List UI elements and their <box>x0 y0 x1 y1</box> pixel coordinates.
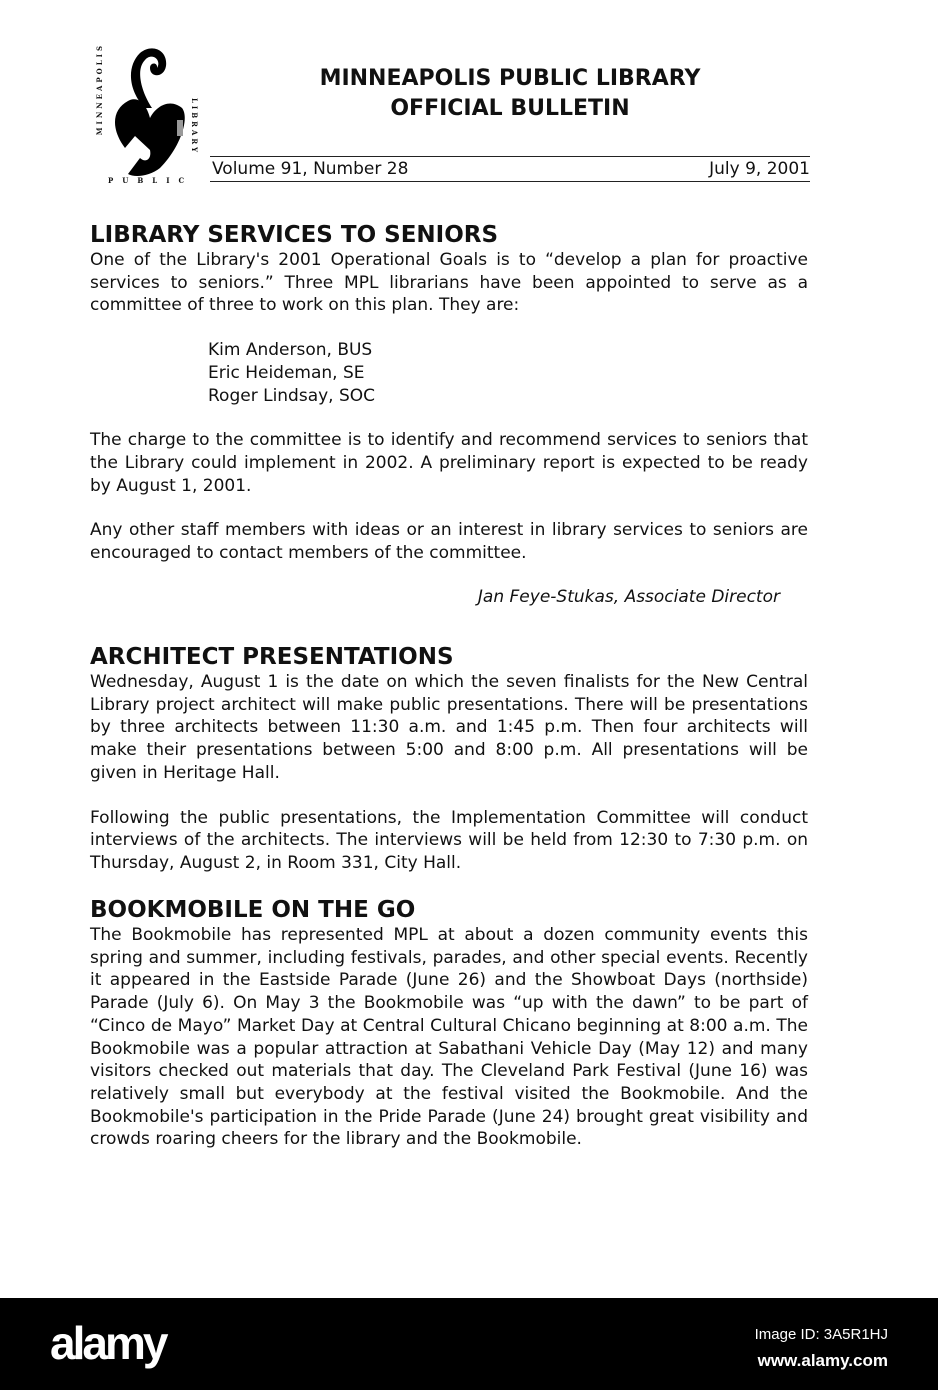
section-bookmobile <box>90 896 808 1151</box>
committee-member: Kim Anderson, BUS <box>208 340 373 361</box>
signature: Jan Feye-Stukas, Associate Director <box>477 586 780 607</box>
paragraph: Following the public presentations, the Implementation Committee will conduct interviews of the architects. The interviews will be held from 12:30 to 7:30 p.m. on Thursday, August 2, in Room 331, City Hall. <box>90 807 808 873</box>
paragraph: Any other staff members with ideas or an interest in library services to seniors are encouraged to contact members of the committee. <box>90 520 808 564</box>
section-architects <box>90 643 808 875</box>
paragraph: One of the Library's 2001 Operational Goals is to “develop a plan for proactive services to seniors.” Three MPL librarians have been appointed to serve as a committee of three to work on this plan. They are: <box>90 250 808 316</box>
library-logo <box>90 38 205 188</box>
volume-number: Volume 91, Number 28 <box>212 159 409 179</box>
section-heading: LIBRARY SERVICES TO SENIORS <box>90 222 499 248</box>
issue-date: July 9, 2001 <box>709 159 810 179</box>
paragraph: Wednesday, August 1 is the date on which the seven finalists for the New Central Library project architect will make public presentations. There will be presentations by three architects between 11:30 a.m. and 1:45 p.m. Then four architects will make their presentations between 5:00 and 8:00 p.m. All presentations will be given in Heritage Hall. <box>90 672 808 783</box>
section-heading: ARCHITECT PRESENTATIONS <box>90 644 454 670</box>
image-id: Image ID: 3A5R1HJ <box>754 1326 888 1343</box>
paragraph: The Bookmobile has represented MPL at about a dozen community events this spring and summer, including festivals, parades, and other special events. Recently it appeared in the Eastside Parade (June 26) and the Showboat Days (northside) Parade (July 6). On May 3 the Bookmobile was “up with the dawn” to be part of “Cinco de Mayo” Market Day at Central Cultural Chicano beginning at 8:00 a.m. The Bookmobile was a popular attraction at Sabathani Vehicle Day (May 12) and many visitors checked out materials that day. The Cleveland Park Festival (June 16) was relatively small but everybody at the festival visited the Bookmobile. And the Bookmobile's participation in the Pride Parade (June 24) brought great visibility and crowds roaring cheers for the library and the Bookmobile. <box>90 925 808 1150</box>
watermark-url: www.alamy.com <box>757 1351 888 1370</box>
bulletin-title <box>230 64 790 124</box>
section-seniors <box>90 221 808 607</box>
header-rule-bottom <box>210 181 810 182</box>
section-heading: BOOKMOBILE ON THE GO <box>90 897 416 923</box>
paragraph: The charge to the committee is to identify and recommend services to seniors that the Library could implement in 2002. A preliminary report is expected to be ready by August 1, 2001. <box>90 430 808 496</box>
logo-text-right: LIBRARY <box>190 98 199 155</box>
logo-text-left: MINNEAPOLIS <box>95 43 104 136</box>
title-line-2: OFFICIAL BULLETIN <box>390 96 630 121</box>
committee-member: Eric Heideman, SE <box>208 362 365 383</box>
watermark-banner <box>0 1298 938 1390</box>
logo-text-bottom: PUBLIC <box>108 176 194 185</box>
issue-info <box>212 159 810 179</box>
title-line-1: MINNEAPOLIS PUBLIC LIBRARY <box>319 66 701 91</box>
watermark-logo: alamy <box>50 1317 166 1369</box>
header-rule-top <box>210 156 810 157</box>
committee-member: Roger Lindsay, SOC <box>208 385 376 406</box>
committee-list <box>90 339 808 407</box>
watermark-info <box>755 1322 888 1374</box>
mpl-logo-icon <box>90 38 205 188</box>
